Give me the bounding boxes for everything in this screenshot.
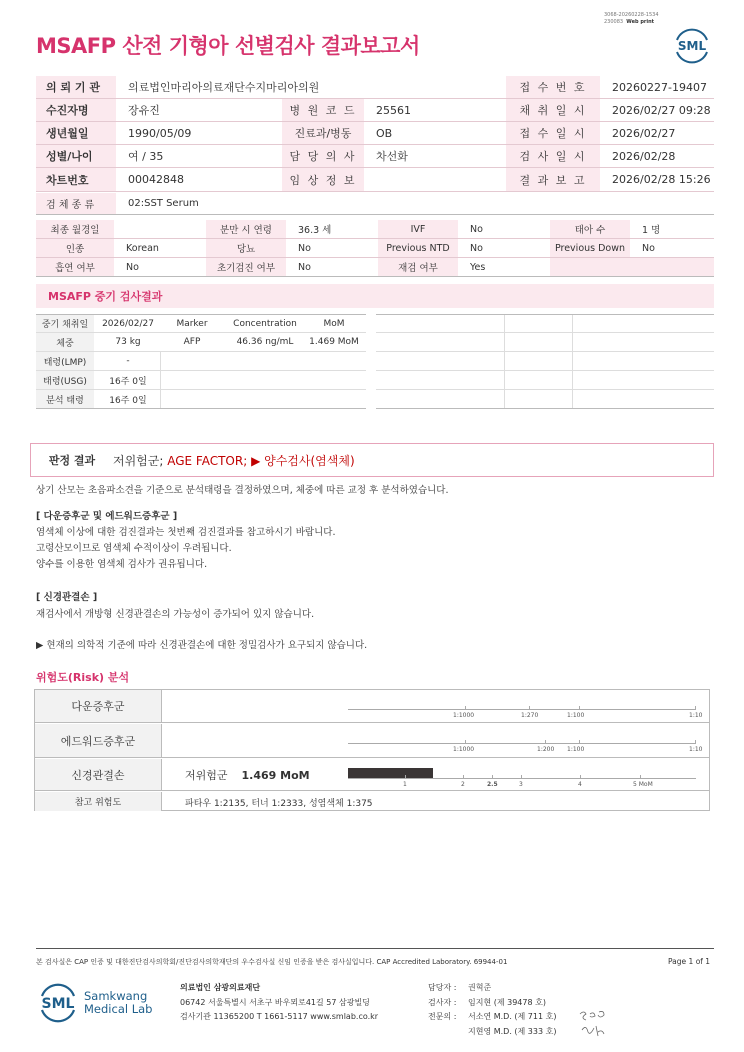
institution: 의료법인마리아의료재단수지마리아의원 — [128, 81, 320, 94]
info-row: 생년월일 1990/05/09 진료과/병동 OB 접 수 일 시 2026/02/27 — [36, 122, 714, 145]
patient-name: 장유진 — [128, 104, 160, 117]
detail-row: 흡연 여부 No 초기검진 여부 No 재검 여부 Yes — [36, 258, 714, 277]
tester-name: 임지현 (제 39478 호) — [468, 998, 546, 1007]
risk-row-ntd: 신경관결손 저위험군 1.469 MoM 1 2 2.5 3 4 5 MoM — [35, 759, 709, 791]
info-row: 성별/나이 여 / 35 담 당 의 사 차선화 검 사 일 시 2026/02/28 — [36, 145, 714, 168]
report-code: 3068-20260228-1534 230083 Web print — [604, 12, 659, 25]
samkwang-logo: SML Samkwang Medical Lab — [36, 982, 156, 1024]
section-title-results: MSAFP 중기 검사결과 — [36, 284, 714, 308]
risk-row-reference: 참고 위험도 파타우 1:2135, 터너 1:2333, 성염색체 1:375 — [35, 792, 709, 811]
verdict-box — [30, 443, 714, 477]
risk-title: 위험도(Risk) 분석 — [36, 671, 130, 684]
detail-row: 최종 월경일 분만 시 연령 36.3 세 IVF No 태아 수 1 명 — [36, 220, 714, 239]
svg-text:SML: SML — [677, 39, 707, 53]
org-address: 06742 서울특별시 서초구 바우뫼로41길 57 삼광빌딩 — [180, 998, 370, 1007]
note-line: 염색체 이상에 대한 검진결과는 첫번째 검진결과를 참고하시기 바랍니다. — [36, 527, 336, 538]
specialist-name: 서소연 M.D. (제 711 호) — [468, 1012, 557, 1021]
note-intro: 상기 산모는 초음파소견을 기준으로 분석태령을 결정하였으며, 체중에 따른 교정 후 분석하였습니다. — [36, 485, 449, 496]
page-title: MSAFP 산전 기형아 선별검사 결과보고서 — [36, 34, 420, 58]
afp-concentration: 46.36 ng/mL — [236, 337, 294, 347]
ntd-mom-bar — [348, 768, 433, 778]
receipt-no: 20260227-19407 — [612, 80, 707, 94]
signature — [574, 1006, 614, 1042]
info-row: 검 체 종 류 02:SST Serum — [36, 193, 714, 215]
note-ntd-title: [ 신경관결손 ] — [36, 592, 98, 603]
info-row: 수진자명 장유진 병 원 코 드 25561 채 취 일 시 2026/02/27 09:28 — [36, 99, 714, 122]
verdict-value: 저위험군; AGE FACTOR; ▶ 양수검사(염색체) — [113, 453, 355, 468]
risk-row-edwards: 에드워드증후군 1:1000 1:200 1:100 1:10 — [35, 724, 709, 758]
footer-notice: 본 검사실은 CAP 인증 및 대한진단검사의학회/진단검사의학재단의 우수검사실 신임 인증을 받은 검사실입니다. CAP Accredited Laboratory. 69944-01 — [36, 958, 508, 966]
verdict-label: 판정 결과 — [48, 454, 96, 467]
results-table: 중기 채취일 2026/02/27 Marker Concentration MoM 체중 73 kg AFP 46.36 ng/mL 1.469 MoM 태령(LMP) - 태령(USG) 16주 0일 분석 태령 16주 0일 — [36, 314, 714, 408]
manager-name: 권혁준 — [468, 983, 492, 992]
footer-divider — [36, 948, 714, 949]
ntd-result: 저위험군 1.469 MoM — [185, 769, 310, 782]
detail-row: 인종 Korean 당뇨 No Previous NTD No Previous Down No — [36, 239, 714, 258]
note-line: 고령산모이므로 염색체 수적이상이 우려됩니다. — [36, 543, 232, 554]
sml-logo — [672, 26, 712, 66]
info-row: 차트번호 00042848 임 상 정 보 결 과 보 고 2026/02/28 15:26 — [36, 168, 714, 192]
note-down-title: [ 다운증후군 및 에드워드증후군 ] — [36, 511, 178, 522]
info-row: 의 뢰 기 관 의료법인마리아의료재단수지마리아의원 접 수 번 호 20260227-19407 — [36, 76, 714, 99]
org-name: 의료법인 삼광의료재단 — [180, 983, 261, 992]
marker-afp: AFP — [183, 337, 201, 347]
svg-text:SML: SML — [41, 996, 75, 1012]
risk-row-down: 다운증후군 1:1000 1:270 1:100 1:10 — [35, 690, 709, 723]
risk-table — [34, 689, 710, 811]
page-number: Page 1 of 1 — [668, 957, 711, 966]
afp-mom: 1.469 MoM — [309, 337, 359, 347]
note-line: ▶ 현재의 의학적 기준에 따라 신경관결손에 대한 정밀검사가 요구되지 않습니다. — [36, 640, 368, 651]
note-line: 재검사에서 개방형 신경관결손의 가능성이 증가되어 있지 않습니다. — [36, 609, 315, 620]
org-contact: 검사기관 11365200 T 1661-5117 www.smlab.co.kr — [180, 1012, 379, 1021]
specialist-name: 지현영 M.D. (제 333 호) — [468, 1027, 557, 1036]
note-line: 양수를 이용한 염색체 검사가 권유됩니다. — [36, 559, 208, 570]
